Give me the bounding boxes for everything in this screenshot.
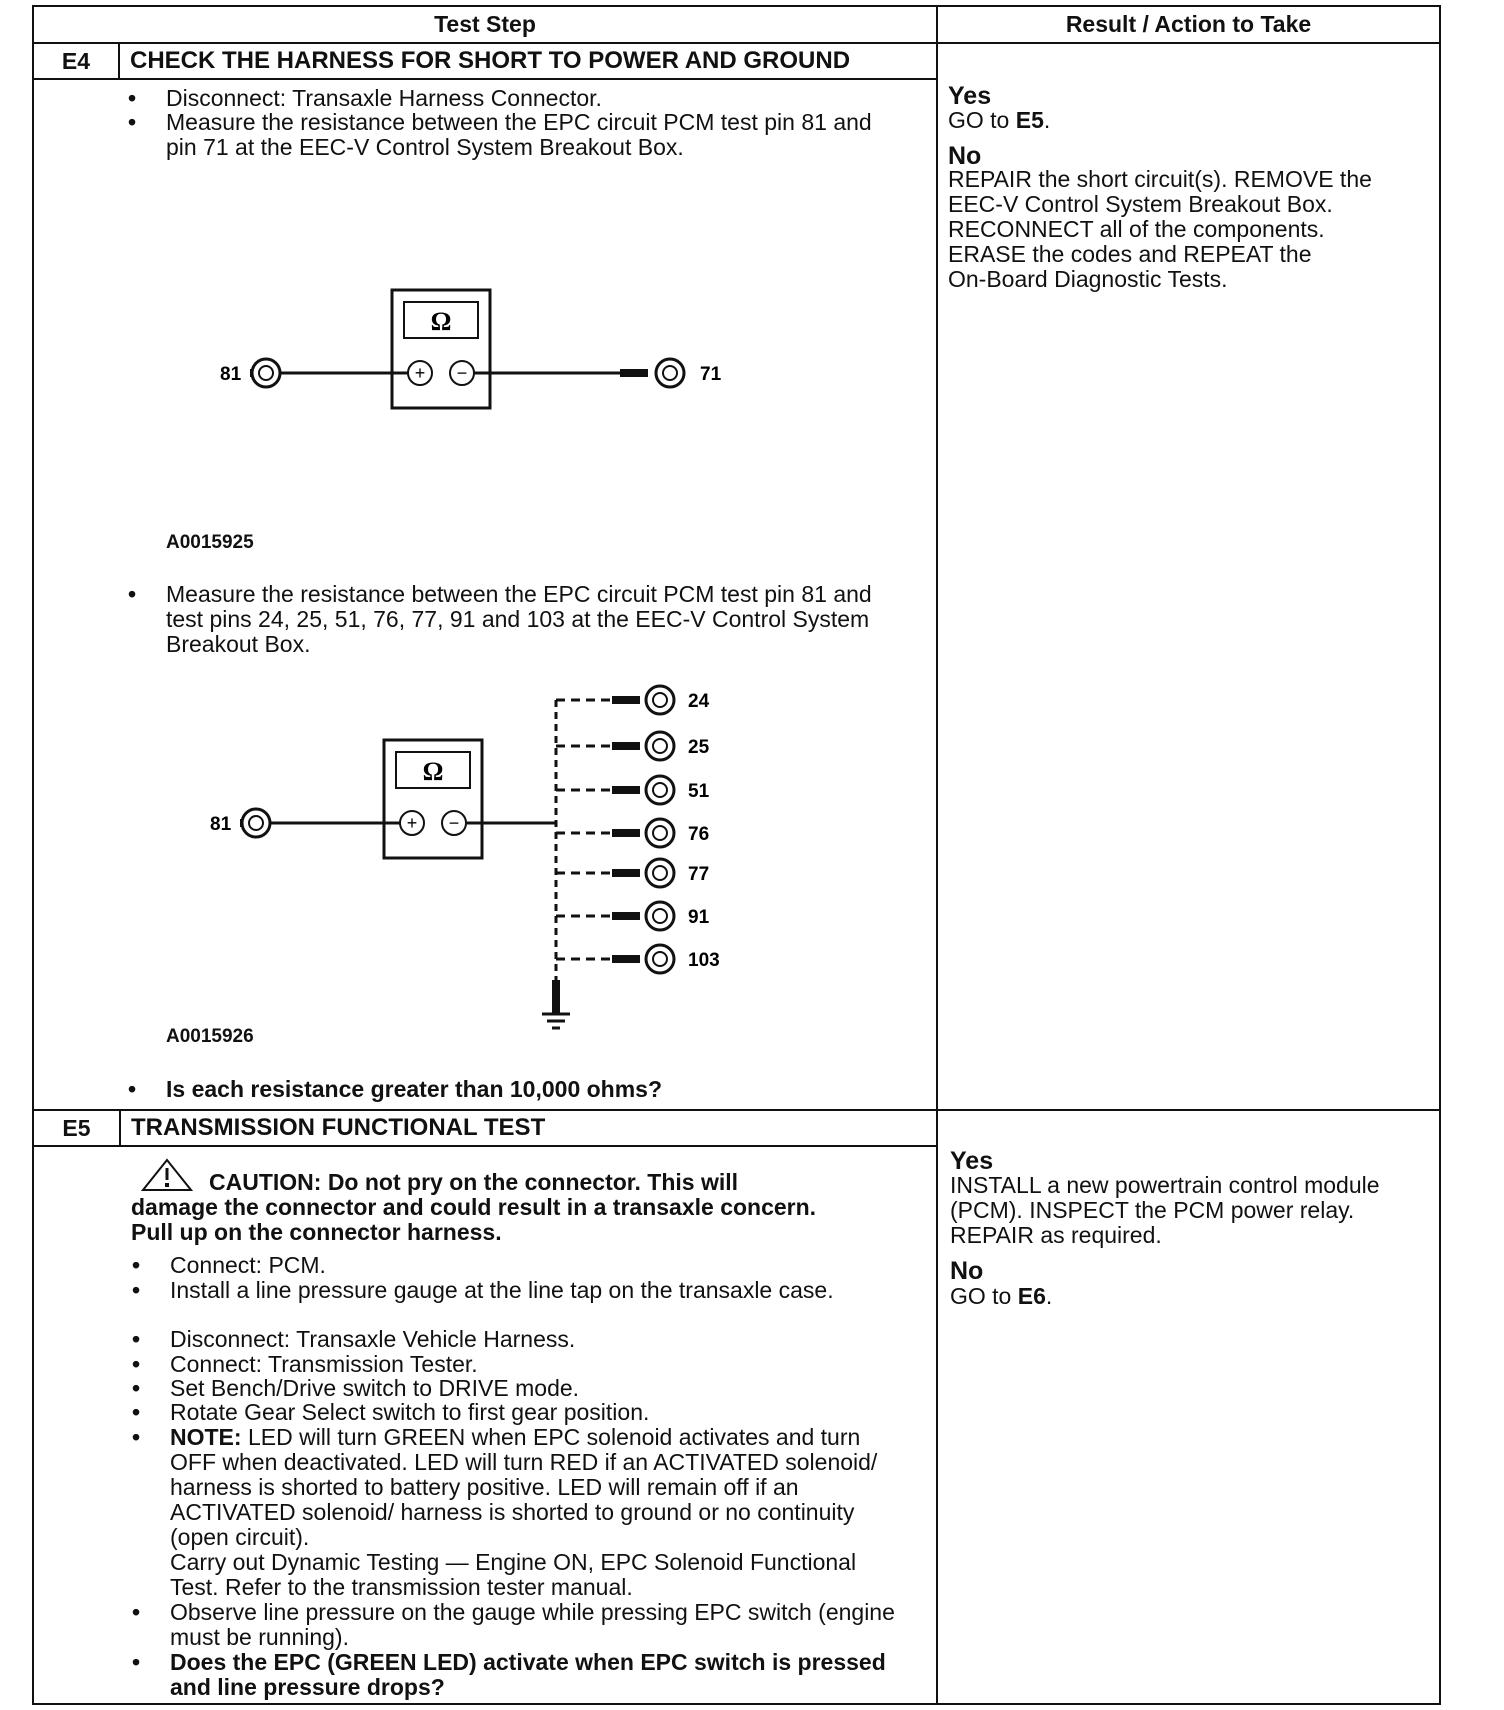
warning-icon (141, 1158, 193, 1192)
note-text: LED will turn GREEN when EPC solenoid activates and turn OFF when deactivated. LED will turn RED if an ACTIVATED solenoid/ harness is shorted to battery positive. LED will remain off if an ACTIVATED solenoid/ harness is shorted to ground or no continuity (open circuit). (170, 1424, 878, 1550)
e5-yes-line-2: (PCM). INSPECT the PCM power relay. (950, 1197, 1355, 1223)
e4-no-line-4: ERASE the codes and REPEAT the (948, 241, 1312, 267)
e5-yes-line-3: REPAIR as required. (950, 1222, 1162, 1248)
e4-title-divider (32, 78, 936, 80)
figure-id-1: A0015925 (166, 532, 254, 553)
e5-yes-label: Yes (950, 1147, 994, 1175)
e5-bullet-3-text: Disconnect: Transaxle Vehicle Harness. (170, 1326, 576, 1352)
ground-probe (552, 980, 560, 1014)
pin-row-77 (556, 859, 709, 887)
e4-no-line-2: EEC-V Control System Breakout Box. (948, 191, 1333, 217)
pin-label-71: 71 (700, 364, 722, 385)
e5-no-target[interactable]: E6 (1017, 1283, 1046, 1309)
header-divider (32, 42, 1441, 44)
pin-label-51: 51 (688, 781, 710, 802)
step-title-e5: TRANSMISSION FUNCTIONAL TEST (131, 1114, 546, 1141)
e5-yes-action (950, 1173, 1380, 1248)
pin-label-103: 103 (688, 950, 720, 971)
step-id-e4: E4 (61, 48, 91, 74)
pin-row-24 (556, 686, 710, 714)
header-test-step: Test Step (434, 11, 536, 37)
e5-observe-text: Observe line pressure on the gauge while pressing EPC switch (engine must be running). (170, 1599, 895, 1650)
pin-row-25 (556, 732, 710, 760)
pin-label-24: 24 (688, 691, 710, 712)
ohm-symbol: Ω (430, 307, 452, 336)
e5-title-divider (32, 1145, 936, 1147)
pin-label-81: 81 (210, 814, 232, 835)
e4-no-line-3: RECONNECT all of the components. (948, 216, 1325, 242)
plus-sign: + (406, 813, 418, 833)
step-title-e4: CHECK THE HARNESS FOR SHORT TO POWER AND GROUND (130, 47, 851, 74)
e5-bullet-2-text: Install a line pressure gauge at the line tap on the transaxle case. (170, 1277, 834, 1303)
caution-line-2: damage the connector and could result in a transaxle concern. (131, 1194, 817, 1220)
step-id-e5: E5 (62, 1115, 91, 1141)
e5-bullet-6-text: Rotate Gear Select switch to first gear position. (170, 1399, 650, 1425)
pin-label-91: 91 (688, 907, 710, 928)
ohmmeter-diagram-1 (200, 280, 760, 420)
e5-bullet-1-text: Connect: PCM. (170, 1252, 326, 1278)
e5-bullet-5-text: Set Bench/Drive switch to DRIVE mode. (170, 1375, 580, 1401)
diagnostic-page: Test Step Result / Action to Take E4 CHECK THE HARNESS FOR SHORT TO POWER AND GROUND • Disconnect: Transaxle Harness Connector. • Measure the resistance between the EPC circuit PCM test pin 81 and pin 71 at the EEC-V Control System Breakout Box. Ω + − 81 71 A0015925 • Measure the resistance between the EPC circuit PCM test pin 81 and test pins 24, 25, 51, 76, 77, 91 and 103 at the EEC-V Control System Breakout Box. Ω + − 81 24 25 51 76 77 91 103 A0015926 • Is each resistance greater than 10,000 ohms? Yes GO to E5. No REPAIR the short circuit(s). REMOVE the EEC-V Control System Breakout Box. RECONNECT all of the components. ERASE the codes and REPEAT the On-Board Diagnostic Tests. E5 TRANSMISSION FUNCTIONAL TEST CAUTION: Do not pry on the connector. This will damage the connector and could result in a transaxle concern. Pull up on the connector harness. • Connect: PCM. • Install a line pressure gauge at the line tap on the transaxle case. • Disconnect: Transaxle Vehicle Harness. • Connect: Transmission Tester. • Set Bench/Drive switch to DRIVE mode. • Rotate Gear Select switch to first gear position. • NOTE: LED will turn GREEN when EPC solenoid activates and turn OFF when deactivated. LED will turn RED if an ACTIVATED solenoid/ harness is shorted to battery positive. LED will remain off if an ACTIVATED solenoid/ harness is shorted to ground or no continuity (open circuit). Carry out Dynamic Testing — Engine ON, EPC Solenoid Functional Test. Refer to the transmission tester manual. • Observe line pressure on the gauge while pressing EPC switch (engine must be running). • Does the EPC (GREEN LED) activate when EPC switch is pressed and line pressure drops? Yes INSTALL a new powertrain control module (PCM). INSPECT the PCM power relay. REPAIR as required. No GO to E6. (0, 0, 1504, 1710)
ohmmeter-diagram-2 (190, 670, 750, 1050)
probe (612, 696, 640, 704)
e4-yes-action: GO to E5. (948, 107, 1051, 133)
probe (612, 742, 640, 750)
minus-sign: − (448, 813, 460, 833)
figure-id-2: A0015926 (166, 1026, 254, 1047)
caution-line-3: Pull up on the connector harness. (131, 1219, 502, 1245)
e5-question-text: Does the EPC (GREEN LED) activate when EPC switch is pressed and line pressure drops? (170, 1649, 886, 1700)
probe (612, 829, 640, 837)
probe (612, 912, 640, 920)
header-result-action: Result / Action to Take (1065, 11, 1312, 37)
plus-sign: + (414, 363, 426, 383)
e4-e5-separator (32, 1109, 1441, 1111)
pin-label-81: 81 (220, 364, 242, 385)
pin-row-91 (556, 902, 710, 930)
e4-question-text: Is each resistance greater than 10,000 ohms? (166, 1076, 663, 1102)
e5-bullet-4-text: Connect: Transmission Tester. (170, 1351, 478, 1377)
pin-label-77: 77 (688, 864, 710, 885)
minus-sign: − (456, 363, 468, 383)
e4-no-line-1: REPAIR the short circuit(s). REMOVE the (948, 166, 1372, 192)
e4-id-divider (118, 42, 120, 80)
caution-line-1: CAUTION: Do not pry on the connector. This will (209, 1169, 738, 1195)
pin-label-76: 76 (688, 824, 710, 845)
e4-yes-target[interactable]: E5 (1015, 107, 1044, 133)
pin-row-76 (556, 819, 709, 847)
probe (612, 786, 640, 794)
e4-yes-text: GO to (948, 107, 1016, 133)
pin-row-51 (556, 776, 710, 804)
e4-yes-label: Yes (948, 82, 992, 110)
e4-no-action (948, 167, 1372, 292)
e5-dynamic-testing: Carry out Dynamic Testing — Engine ON, EPC Solenoid Functional Test. Refer to the transmission tester manual. (170, 1549, 857, 1600)
column-divider (936, 5, 938, 1705)
note-label: NOTE: (170, 1424, 242, 1450)
e4-bullet-3-text: Measure the resistance between the EPC circuit PCM test pin 81 and test pins 24, 25, 51, 76, 77, 91 and 103 at the EEC-V Control System Breakout Box. (166, 581, 872, 657)
pin-row-103 (556, 945, 720, 973)
probe (612, 955, 640, 963)
pin-label-25: 25 (688, 737, 710, 758)
e5-no-label: No (950, 1257, 984, 1285)
e5-id-divider (119, 1109, 121, 1147)
e4-no-line-5: On-Board Diagnostic Tests. (948, 266, 1228, 292)
e5-no-text: GO to (950, 1283, 1018, 1309)
e5-no-action: GO to E6. (950, 1283, 1053, 1309)
e5-yes-line-1: INSTALL a new powertrain control module (950, 1172, 1380, 1198)
probe-right (620, 369, 648, 377)
e4-bullet-1-text: Disconnect: Transaxle Harness Connector. (166, 85, 602, 111)
probe (612, 869, 640, 877)
ohm-symbol: Ω (422, 757, 444, 786)
e4-no-label: No (948, 142, 982, 170)
e4-bullet-2-text: Measure the resistance between the EPC circuit PCM test pin 81 and pin 71 at the EEC-V Control System Breakout Box. (166, 109, 872, 160)
